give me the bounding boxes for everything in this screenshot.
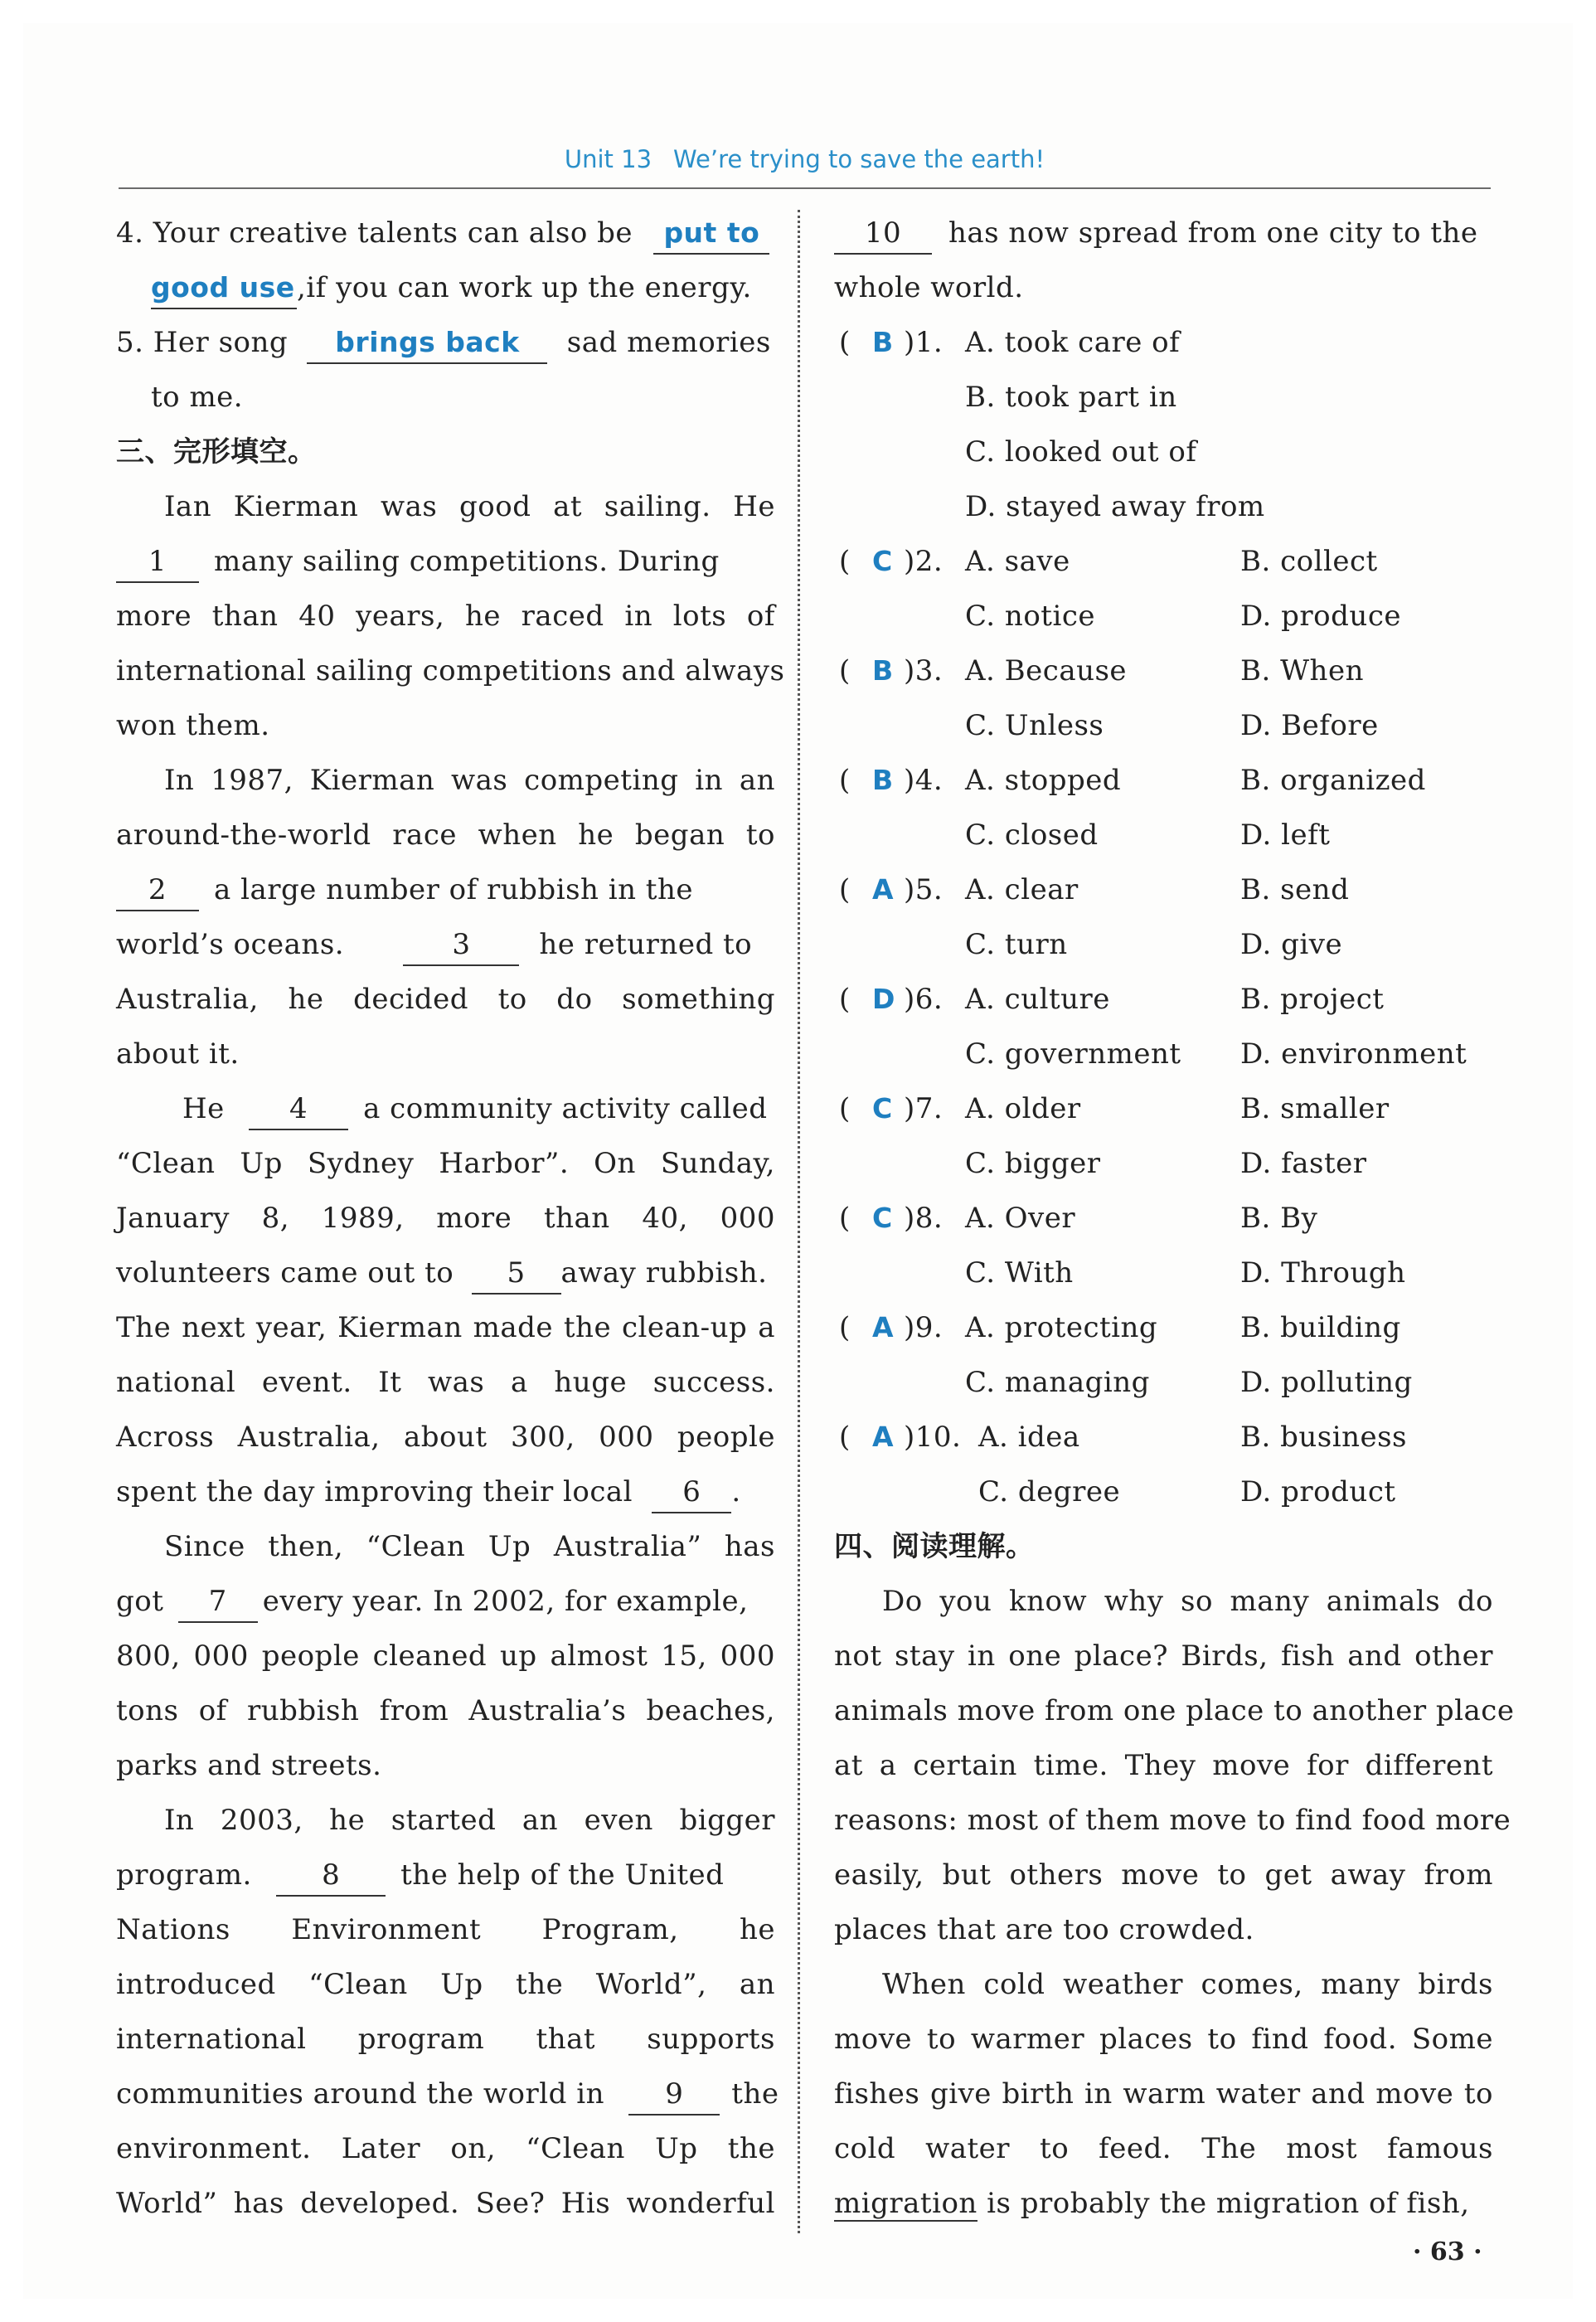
option-a: A. Over <box>965 1202 1076 1235</box>
text-line: spent the day improving their local 6 . <box>116 1465 775 1519</box>
question-row-2 <box>834 698 1493 753</box>
question-row-2 <box>834 1246 1493 1300</box>
question-number: )9. <box>904 1311 944 1344</box>
text-line: communities around the world in 9 the <box>116 2067 775 2121</box>
text-line: whole world. <box>834 271 1024 304</box>
cloze-blank: 2 <box>116 873 199 911</box>
option-d: D. stayed away from <box>965 490 1265 523</box>
header-title: We’re trying to save the earth! <box>673 145 1045 173</box>
answer-paren: ( <box>839 764 851 797</box>
question-row-3 <box>834 425 1493 479</box>
text-line: In 2003, he started an even bigger <box>164 1804 775 1837</box>
option-d: D. give <box>1240 928 1343 961</box>
answer-paren: ( <box>839 983 851 1016</box>
item-4-line1: 4. Your creative talents can also be put to <box>116 206 775 260</box>
answer-letter: C <box>872 545 893 577</box>
option-b: B. organized <box>1240 764 1426 797</box>
question-row <box>834 753 1493 808</box>
header-unit: Unit 13 <box>564 145 652 173</box>
text-line: When cold weather comes, many birds <box>882 1968 1493 2001</box>
option-a: A. protecting <box>965 1311 1158 1344</box>
option-a: A. Because <box>965 654 1128 687</box>
text-line: international program that supports <box>116 2023 775 2056</box>
cloze-blank: 9 <box>628 2077 720 2116</box>
text-line: Across Australia, about 300, 000 people <box>116 1421 775 1454</box>
option-d: D. Before <box>1240 709 1379 742</box>
answer-paren: ( <box>839 873 851 906</box>
text-line: environment. Later on, “Clean Up the <box>116 2132 775 2165</box>
option-b: B. business <box>1240 1421 1407 1454</box>
option-c: C. looked out of <box>965 435 1197 469</box>
item-5-line2: to me. <box>151 381 244 414</box>
option-d: D. product <box>1240 1475 1396 1508</box>
text-line: fishes give birth in warm water and move to <box>834 2077 1493 2111</box>
option-b: B. send <box>1240 873 1350 906</box>
question-row-2 <box>834 808 1493 862</box>
option-d: D. environment <box>1240 1037 1467 1071</box>
answer-letter: B <box>872 326 894 358</box>
option-c: C. managing <box>965 1366 1150 1399</box>
question-number: )2. <box>904 545 944 578</box>
option-a: A. clear <box>965 873 1079 906</box>
text-line: international sailing competitions and always <box>116 654 785 687</box>
text-line: January 8, 1989, more than 40, 000 <box>116 1202 775 1235</box>
section-cloze-heading: 三、完形填空。 <box>116 435 317 469</box>
question-row <box>834 1300 1493 1355</box>
text-line: at a certain time. They move for different <box>834 1749 1493 1782</box>
question-row <box>834 644 1493 698</box>
text-line: In 1987, Kierman was competing in an <box>164 764 775 797</box>
option-c: C. turn <box>965 928 1068 961</box>
underlined-word: migration <box>834 2187 977 2220</box>
text-line: “Clean Up Sydney Harbor”. On Sunday, <box>116 1147 775 1180</box>
question-row-4 <box>834 479 1493 534</box>
left-column <box>116 206 785 2231</box>
option-d: D. polluting <box>1240 1366 1413 1399</box>
text-line: 800, 000 people cleaned up almost 15, 000 <box>116 1639 775 1673</box>
option-a: A. stopped <box>965 764 1122 797</box>
option-b: B. took part in <box>965 381 1177 414</box>
question-number: )5. <box>904 873 944 906</box>
question-row <box>834 1191 1493 1246</box>
cloze-blank: 1 <box>116 545 199 583</box>
text-line: national event. It was a huge success. <box>116 1366 775 1399</box>
question-number: )7. <box>904 1092 944 1125</box>
answer-paren: ( <box>839 545 851 578</box>
option-a: A. took care of <box>965 326 1181 359</box>
question-number: )6. <box>904 983 944 1016</box>
text-line: The next year, Kierman made the clean-up a <box>116 1311 775 1344</box>
text-line: tons of rubbish from Australia’s beaches, <box>116 1694 775 1727</box>
answer-paren: ( <box>839 1421 851 1454</box>
text-line: won them. <box>116 709 270 742</box>
text-line: Nations Environment Program, he <box>116 1913 775 1946</box>
text-line: got 7 every year. In 2002, for example, <box>116 1574 775 1629</box>
answer-letter: A <box>872 1421 895 1453</box>
question-number: )8. <box>904 1202 944 1235</box>
option-b: B. collect <box>1240 545 1378 578</box>
page-number: · 63 · <box>1413 2237 1482 2266</box>
option-b: B. building <box>1240 1311 1401 1344</box>
text-line: He 4 a community activity called <box>116 1081 775 1136</box>
cloze-blank: 3 <box>403 928 519 966</box>
question-row <box>834 1410 1493 1465</box>
text-line: introduced “Clean Up the World”, an <box>116 1968 775 2001</box>
answer-letter: A <box>872 873 895 906</box>
option-a: A. culture <box>965 983 1110 1016</box>
item-5-line1: 5. Her song brings back sad memories <box>116 315 775 370</box>
cloze-blank: 5 <box>472 1256 561 1295</box>
question-row-2 <box>834 1465 1493 1519</box>
question-row <box>834 862 1493 917</box>
option-c: C. bigger <box>965 1147 1101 1180</box>
question-row-2 <box>834 1355 1493 1410</box>
text-line: Ian Kierman was good at sailing. He <box>164 490 775 523</box>
option-d: D. left <box>1240 819 1331 852</box>
cloze-blank: 4 <box>249 1092 348 1130</box>
item-4-line2: good use,if you can work up the energy. <box>116 260 775 315</box>
option-c: C. government <box>965 1037 1181 1071</box>
answer-letter: C <box>872 1092 893 1125</box>
answer-paren: ( <box>839 654 851 687</box>
option-d: D. Through <box>1240 1256 1406 1290</box>
text-line: parks and streets. <box>116 1749 382 1782</box>
text-line: Do you know why so many animals do <box>882 1585 1493 1618</box>
option-b: B. When <box>1240 654 1364 687</box>
option-a: A. save <box>965 545 1070 578</box>
answer-blank: put to <box>653 216 769 255</box>
answer-paren: ( <box>839 1311 851 1344</box>
cloze-blank: 8 <box>276 1858 386 1897</box>
right-column <box>834 206 1515 2231</box>
text-line: volunteers came out to 5 away rubbish. <box>116 1246 775 1300</box>
question-number: )10. <box>904 1421 962 1454</box>
text-line: animals move from one place to another place <box>834 1694 1515 1727</box>
text-line: 2 a large number of rubbish in the <box>116 862 775 917</box>
column-divider <box>798 210 800 2233</box>
text-line: more than 40 years, he raced in lots of <box>116 600 775 633</box>
option-c: C. degree <box>978 1475 1121 1508</box>
question-number: )3. <box>904 654 944 687</box>
answer-letter: C <box>872 1202 893 1234</box>
option-d: D. faster <box>1240 1147 1367 1180</box>
question-row-2 <box>834 370 1493 425</box>
page-sheet <box>23 23 1573 2299</box>
section-reading-heading: 四、阅读理解。 <box>834 1530 1035 1563</box>
text-line: program. 8 the help of the United <box>116 1848 775 1902</box>
answer-paren: ( <box>839 1202 851 1235</box>
question-row-2 <box>834 589 1493 644</box>
answer-blank: good use <box>151 271 297 309</box>
option-c: C. notice <box>965 600 1095 633</box>
question-row <box>834 1081 1493 1136</box>
question-row <box>834 534 1493 589</box>
option-a: A. idea <box>978 1421 1080 1454</box>
answer-letter: A <box>872 1311 895 1343</box>
page-header <box>119 138 1491 189</box>
question-row-2 <box>834 1136 1493 1191</box>
option-d: D. produce <box>1240 600 1401 633</box>
text-line: world’s oceans. 3 he returned to <box>116 917 775 972</box>
option-b: B. smaller <box>1240 1092 1390 1125</box>
option-b: B. project <box>1240 983 1385 1016</box>
question-number: )1. <box>904 326 944 359</box>
answer-paren: ( <box>839 1092 851 1125</box>
text-line: 1 many sailing competitions. During <box>116 534 775 589</box>
answer-letter: B <box>872 764 894 796</box>
text-line: places that are too crowded. <box>834 1913 1254 1946</box>
text-line: not stay in one place? Birds, fish and other <box>834 1639 1493 1673</box>
text-line: about it. <box>116 1037 240 1071</box>
text-line: cold water to feed. The most famous <box>834 2132 1493 2165</box>
text-line: around-the-world race when he began to <box>116 819 775 852</box>
cloze-blank: 6 <box>652 1475 731 1513</box>
option-a: A. older <box>965 1092 1081 1125</box>
question-row <box>834 972 1493 1027</box>
text-line: Since then, “Clean Up Australia” has <box>164 1530 775 1563</box>
option-c: C. closed <box>965 819 1099 852</box>
question-list <box>834 315 1493 1519</box>
text-line: reasons: most of them move to find food more <box>834 1804 1511 1837</box>
answer-letter: D <box>872 983 895 1015</box>
text-line: World” has developed. See? His wonderful <box>116 2187 775 2220</box>
question-row-2 <box>834 917 1493 972</box>
answer-letter: B <box>872 654 894 687</box>
answer-blank: brings back <box>307 326 547 364</box>
option-c: C. Unless <box>965 709 1104 742</box>
text-line: Australia, he decided to do something <box>116 983 775 1016</box>
cloze-blank: 7 <box>178 1585 258 1623</box>
text-line: easily, but others move to get away from <box>834 1858 1493 1892</box>
text-line: move to warmer places to find food. Some <box>834 2023 1493 2056</box>
question-row <box>834 315 1493 370</box>
text-line: 10 has now spread from one city to the <box>834 206 1493 260</box>
option-c: C. With <box>965 1256 1074 1290</box>
answer-paren: ( <box>839 326 851 359</box>
option-b: B. By <box>1240 1202 1318 1235</box>
text-line: migration is probably the migration of fish, <box>834 2187 1470 2220</box>
question-number: )4. <box>904 764 944 797</box>
cloze-blank: 10 <box>834 216 932 255</box>
question-row-2 <box>834 1027 1493 1081</box>
